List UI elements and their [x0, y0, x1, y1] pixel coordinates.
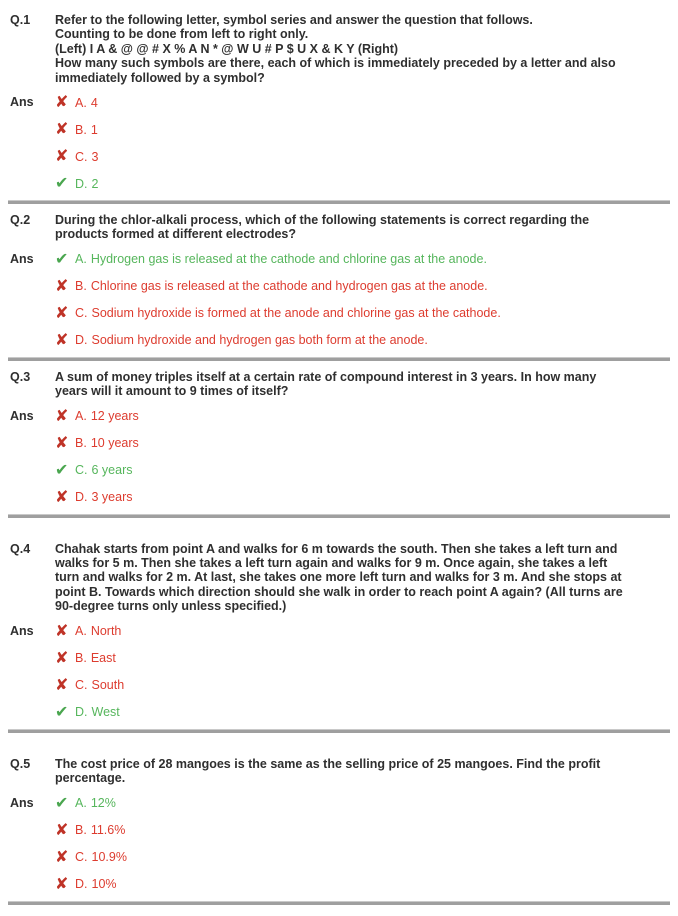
- option-letter: D.: [75, 176, 88, 191]
- question-number: Q.1: [10, 13, 31, 27]
- question-block-1: [0, 4, 678, 200]
- question-number: Q.4: [10, 541, 31, 556]
- answer-option: [55, 148, 98, 165]
- option-text: East: [90, 651, 116, 666]
- option-text: Sodium hydroxide and hydrogen gas both form at the anode.: [91, 333, 428, 348]
- ans-label: Ans: [10, 623, 34, 638]
- question-block-3: [0, 361, 678, 514]
- check-icon: ✔: [55, 175, 69, 193]
- option-letter: B.: [75, 279, 87, 294]
- answer-option: [55, 408, 139, 425]
- cross-icon: ✘: [55, 304, 69, 322]
- cross-icon: ✘: [55, 434, 69, 452]
- option-letter: B.: [75, 436, 87, 451]
- option-letter: B.: [75, 823, 87, 837]
- option-letter: C.: [75, 306, 88, 321]
- option-text: Hydrogen gas is released at the cathode and chlorine gas at the anode.: [90, 252, 487, 267]
- question-block-5: [0, 733, 678, 901]
- question-line: Refer to the following letter, symbol series and answer the question that follows.: [55, 13, 533, 27]
- option-text: 3 years: [91, 490, 133, 505]
- cross-icon: ✘: [55, 821, 69, 839]
- answer-option: [55, 251, 501, 268]
- cross-icon: ✘: [55, 148, 69, 166]
- check-icon: ✔: [55, 461, 69, 479]
- question-block-4: [0, 518, 678, 729]
- cross-icon: ✘: [55, 676, 69, 694]
- answer-option: [55, 175, 98, 192]
- option-letter: A.: [75, 796, 87, 810]
- option-text: 12 years: [90, 409, 139, 424]
- question-text: [55, 370, 623, 399]
- option-letter: A.: [75, 624, 87, 639]
- option-text: 1: [90, 122, 98, 137]
- question-number: Q.2: [10, 213, 31, 228]
- option-text: 10%: [91, 877, 117, 891]
- ans-label: Ans: [10, 95, 34, 110]
- option-letter: D.: [75, 490, 88, 505]
- answer-option: [55, 489, 139, 506]
- options-list: [55, 623, 124, 725]
- answer-option: [55, 650, 124, 667]
- answer-option: [55, 462, 139, 479]
- check-icon: ✔: [55, 703, 69, 721]
- section-divider: [8, 901, 670, 905]
- option-letter: C.: [75, 678, 88, 693]
- question-line: A sum of money triples itself at a certain rate of compound interest in 3 years. In how many years will it amount to 9 times of itself?: [55, 369, 597, 399]
- option-text: West: [91, 705, 120, 720]
- answer-option: [55, 278, 501, 295]
- option-letter: D.: [75, 705, 88, 720]
- cross-icon: ✘: [55, 848, 69, 866]
- cross-icon: ✘: [55, 875, 69, 893]
- check-icon: ✔: [55, 794, 69, 812]
- answer-option: [55, 876, 127, 893]
- option-text: 10.9%: [91, 850, 127, 864]
- option-letter: B.: [75, 122, 87, 137]
- cross-icon: ✘: [55, 407, 69, 425]
- options-list: [55, 251, 501, 353]
- option-letter: B.: [75, 651, 87, 666]
- answer-option: [55, 94, 98, 111]
- option-letter: A.: [75, 252, 87, 267]
- option-text: 3: [91, 149, 99, 164]
- question-text: [55, 757, 623, 786]
- cross-icon: ✘: [55, 277, 69, 295]
- question-line: How many such symbols are there, each of which is immediately preceded by a letter and also immediately followed by a symbol?: [55, 56, 616, 85]
- cross-icon: ✘: [55, 331, 69, 349]
- option-text: 2: [91, 176, 99, 191]
- option-text: Sodium hydroxide is formed at the anode and chlorine gas at the cathode.: [91, 306, 501, 321]
- question-number: Q.3: [10, 369, 31, 384]
- option-text: 12%: [90, 796, 116, 810]
- option-text: Chlorine gas is released at the cathode and hydrogen gas at the anode.: [90, 279, 488, 294]
- cross-icon: ✘: [55, 649, 69, 667]
- cross-icon: ✘: [55, 121, 69, 139]
- answer-option: [55, 435, 139, 452]
- answer-option: [55, 795, 127, 812]
- option-letter: C.: [75, 149, 88, 164]
- cross-icon: ✘: [55, 488, 69, 506]
- answer-option: [55, 822, 127, 839]
- cross-icon: ✘: [55, 622, 69, 640]
- check-icon: ✔: [55, 250, 69, 268]
- option-text: North: [90, 624, 122, 639]
- answer-option: [55, 305, 501, 322]
- question-line: The cost price of 28 mangoes is the same as the selling price of 25 mangoes. Find the profit percentage.: [55, 756, 601, 786]
- question-line: Chahak starts from point A and walks for 6 m towards the south. Then she takes a left turn and walks for 5 m. Then she takes a left turn again and walks for 9 m. Once again, she takes a left turn and walks for 2 m. At last, she takes one more left turn and walks for 3 m. And she stops at point B. Towards which direction should she walk in order to reach point A again? (All turns are 90-degree turns only unless specified.): [55, 541, 623, 614]
- option-text: 11.6%: [90, 823, 126, 837]
- answer-option: [55, 704, 124, 721]
- options-list: [55, 795, 127, 897]
- option-letter: D.: [75, 877, 88, 891]
- options-list: [55, 408, 139, 510]
- option-text: South: [91, 678, 125, 693]
- option-letter: C.: [75, 850, 88, 864]
- question-number: Q.5: [10, 756, 31, 771]
- ans-label: Ans: [10, 251, 34, 266]
- options-list: [55, 94, 98, 196]
- option-text: 6 years: [91, 463, 133, 478]
- answer-option: [55, 121, 98, 138]
- option-letter: A.: [75, 95, 87, 110]
- ans-label: Ans: [10, 408, 34, 423]
- option-text: 4: [90, 95, 98, 110]
- option-text: 10 years: [90, 436, 139, 451]
- ans-label: Ans: [10, 795, 34, 810]
- cross-icon: ✘: [55, 94, 69, 112]
- question-text: [55, 542, 623, 614]
- question-block-2: [0, 204, 678, 357]
- option-letter: D.: [75, 333, 88, 348]
- answer-option: [55, 849, 127, 866]
- question-line: During the chlor-alkali process, which of the following statements is correct regarding the products formed at different electrodes?: [55, 213, 590, 242]
- option-letter: C.: [75, 463, 88, 478]
- question-line: (Left) I A & @ @ # X % A N * @ W U # P $ U X & K Y (Right): [55, 41, 399, 56]
- question-line: Counting to be done from left to right only.: [55, 27, 309, 42]
- answer-option: [55, 677, 124, 694]
- answer-option: [55, 623, 124, 640]
- option-letter: A.: [75, 409, 87, 424]
- question-text: [55, 213, 623, 242]
- answer-option: [55, 332, 501, 349]
- question-text: [55, 13, 623, 85]
